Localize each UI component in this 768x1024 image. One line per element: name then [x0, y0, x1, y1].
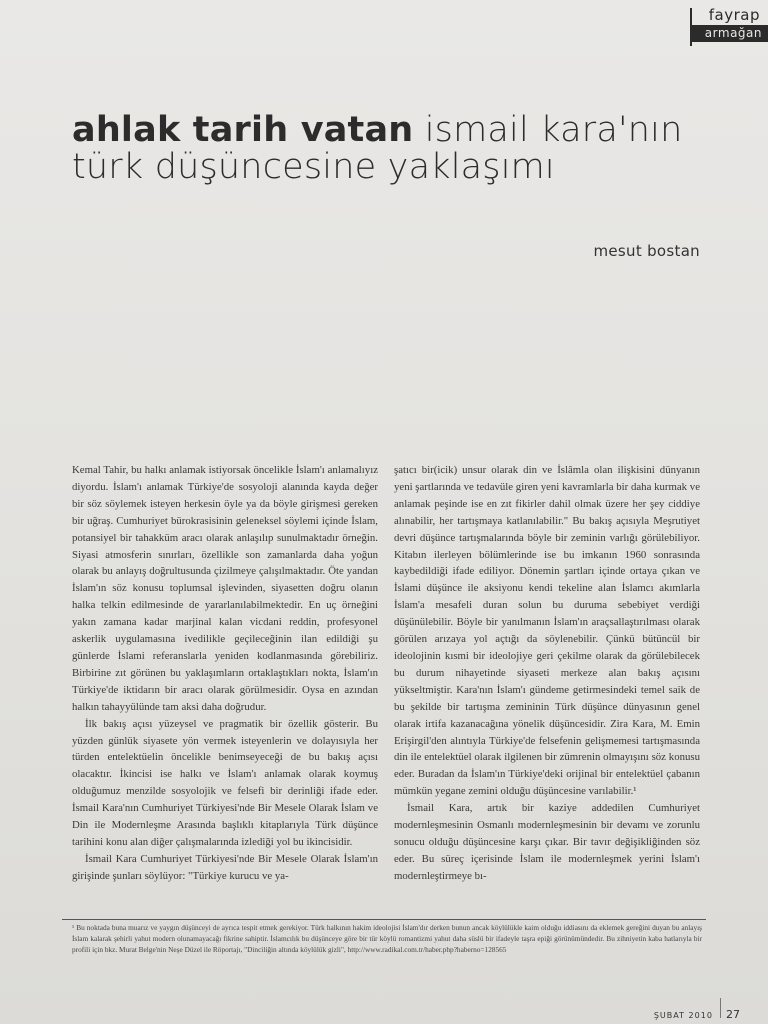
article-title [72, 112, 712, 186]
left-text-column [72, 462, 378, 885]
paragraph: İsmail Kara Cumhuriyet Türkiyesi'nde Bir Mesele Olarak İslam'ın girişinde şunları söylüyor: "Türkiye kurucu ve ya- [72, 852, 378, 882]
paragraph: şatıcı bir(icik) unsur olarak din ve İslâmla olan ilişkisini dünyanın yeni şartlarında ve tedavüle giren yeni kavramlarla bir daha kurmak ve anlamak peşinde ise en zıt fikirler dahil olmak üzere her şey ciddiye alınabilir, her tartışmaya katlanılabilir." Bu bakış açısıyla Meşrutiyet devri düşünce tartışmalarında böyle bir zeminin varlığı görülebiliyor. Kitabın ilerleyen bölümlerinde ise bu imkanın 1960 sonrasında kaybedildiği ifade ediliyor. Dönemin şartları içinde ortaya çıkan ve İslami düşünce ile aksiyonu kendi tekeline alan İslamcı akımlarla İslam'a mesafeli duran solun bu duruma sebebiyet verdiği düşünülebilir. Böyle bir yanılmanın İslam'ın araçsallaştırılması olarak görülen arızaya yol açtığı da söylenebilir. Çünkü bütüncül bir ideolojinin kısmi bir ideolojiye geri çekilme olarak da görülebilecek bu durum nihayetinde siyaseti merkeze alan bakış açısını yükseltmiştir. Kara'nın İslam'ı gündeme getirmesindeki temel saik de bu şekilde bir tartışma zemininin Türk düşünce dünyasının genel olarak irtifa kazanacağına yönelik düşüncesidir. Zira Kara, M. Emin Erişirgil'den alıntıyla Türkiye'de felsefenin gelişmemesi tartışmasında din ile entelektüel olarak ilgilenen bir zümrenin olmayışını söz konusu eder. Buradan da İslam'ın Türkiye'deki orijinal bir entelektüel çabanın mümkün yegane zemini olduğu düşüncesine varılabilir.¹ [394, 464, 700, 798]
page-footer [654, 1003, 740, 1022]
brand-bottom-text: armağan [690, 25, 768, 42]
footnote: ¹ Bu noktada buna muarız ve yaygın düşünceyi de ayrıca tespit etmek gerekiyor. Türk halkının hakim ideolojisi İslam'dır derken bunun ancak köylülükle kaim olduğu iddiasını da eklemek gereğini duyan bu anlayış İslam kalarak şehirli yahut modern olunamayacağı fikrine sahiptir. İslamcılık bu düşünceye göre bir tür köylü romantizmi yahut daha süslü bir ifadeyle taşra epiği görünümündedir. Bu zihniyetin kaba hatlarıyla bir profili için bkz. Murat Belge'nin Neşe Düzel ile Röportajı, "Dinciliğin altında köylülük gizli", http://www.radikal.com.tr/haber.php?haberno=128565 [72, 923, 702, 955]
brand-divider [690, 8, 692, 46]
paragraph: İlk bakış açısı yüzeysel ve pragmatik bir özellik gösterir. Bu yüzden günlük siyasete yön vermek isteyenlerin ve dolayısıyla her türden entelektüelin öncelikle benimseyeceği de bu bakış açısı olacaktır. İkincisi ise halkı ve İslam'ı anlamak olarak koymuş olduğumuz menzilde sosyolojik ve felsefi bir derinliği ifade eder. İsmail Kara'nın Cumhuriyet Türkiyesi'nde Bir Mesele Olarak İslam ve Din ile Modernleşme Arasında başlıklı kitaplarıyla Türk düşünce tarihini konu alan diğer çalışmalarında izlediği yol bu ikincisidir. [72, 717, 378, 848]
brand-top-text: fayrap [708, 6, 760, 24]
issue-date: ŞUBAT 2010 [653, 1011, 713, 1020]
article-title-bold: ahlak tarih vatan [72, 110, 414, 150]
article-title-rest: ismail kara'nın türk düşüncesine yaklaşımı [72, 110, 683, 187]
page-number: 27 [726, 1008, 740, 1021]
article-author: mesut bostan [593, 242, 700, 260]
magazine-brand [690, 6, 768, 42]
footnote-divider [62, 919, 706, 920]
right-text-column [394, 462, 700, 885]
paragraph: Kemal Tahir, bu halkı anlamak istiyorsak öncelikle İslam'ı anlamalıyız diyordu. İslam'ı anlamak Türkiye'de sosyoloji alanında kayda değer bir söz söylemek isteyen herkesin öyle ya da böyle girişmesi gereken bir uğraş. Cumhuriyet bürokrasisinin geleneksel söylemi içinde İslam, potansiyel bir tahakküm aracı olarak anlaşılıp sunulmaktadır örneğin. Siyasi atmosferin sınırları, özellikle son zamanlarda daha yoğun olarak bu anlayış doğrultusunda çizilmeye çalışılmaktadır. Öte yandan İslam'ın söz konusu toplumsal işlevinden, siyasetten doğru olanın halka telkin edilmesinde de yararlanılabilmektedir. En uç örneğini yakın zamana kadar marjinal kalan vicdani reddin, profesyonel askerlik uygulamasına ivedilikle geçileceğinin ilan edildiği şu günlerde İslami referanslarla yeniden kodlanmasında görebiliriz. Birbirine zıt görünen bu yaklaşımların ortaklaştıkları nokta, İslam'ın Türkiye'de iktidarın bir aracı olarak görülmesidir. Oysa en azından halkın tahayyülünde tam aksi daha doğrudur. [72, 464, 378, 713]
paragraph: İsmail Kara, artık bir kaziye addedilen Cumhuriyet modernleşmesinin Osmanlı modernleşmesinin bir devamı ve zorunlu sonucu olduğu düşüncesine karşı çıkar. Bir tavır değişikliğinden söz eder. Bu süreç içerisinde İslam ile modernleşmek yerini İslam'ı modernleştirmeye bı- [394, 802, 700, 882]
